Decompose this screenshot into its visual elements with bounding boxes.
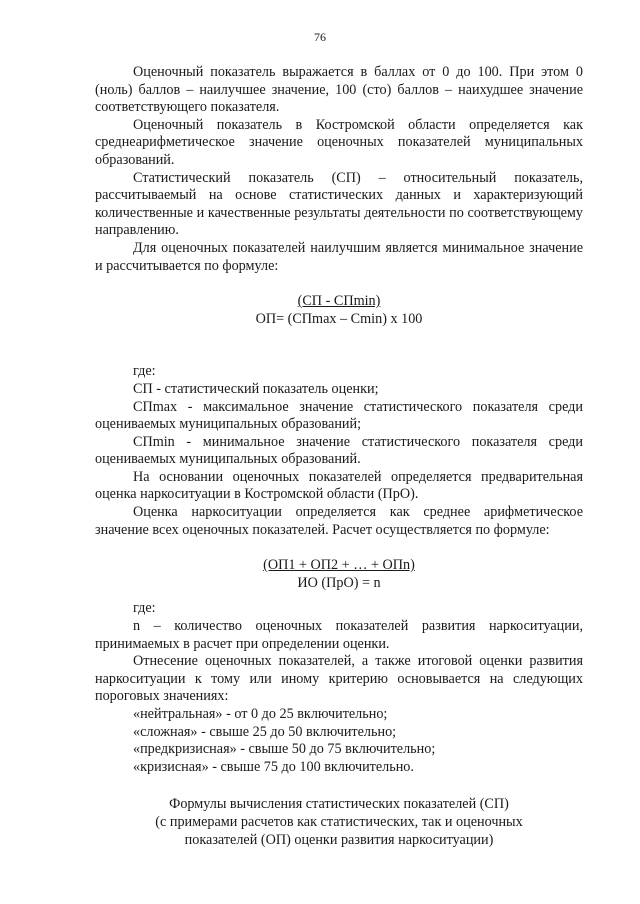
where-label: где: [133,600,156,617]
threshold-crisis: «кризисная» - свыше 75 до 100 включительно. [133,758,414,775]
caption-line-2: (с примерами расчетов как статистических, так и оценочных [155,813,523,830]
threshold-complex: «сложная» - свыше 25 до 50 включительно; [133,723,397,740]
definition-n: n – количество оценочных показателей развития наркоситуации, принимаемых в расчет при определении оценки. [95,618,583,652]
page-number: 76 [314,30,326,44]
paragraph-thresholds-intro: Отнесение оценочных показателей, а также итоговой оценки развития наркоситуации к тому или иному критерию основывается на следующих пороговых значениях: [95,653,583,705]
where-label: где: [133,363,156,380]
threshold-precrisis: «предкризисная» - свыше 50 до 75 включительно; [133,741,436,758]
section-caption [95,796,583,849]
paragraph-statistical-indicator: Статистический показатель (СП) – относительный показатель, рассчитываемый на основе статистических данных и характеризующий количественные и качественные результаты деятельности по соответствующему направлению. [95,169,583,239]
paragraph-regional-score: Оценочный показатель в Костромской области определяется как среднеарифметическое значение оценочных показателей муниципальных образований. [95,116,583,168]
paragraph-average-assessment: Оценка наркоситуации определяется как среднее арифметическое значение всех оценочных показателей. Расчет осуществляется по формуле: [95,504,583,538]
paragraph-score-range: Оценочный показатель выражается в баллах от 0 до 100. При этом 0 (ноль) баллов – наилучшее значение, 100 (сто) баллов – наихудшее значение соответствующего показателя. [95,64,583,116]
formula-score-numerator: (СП - СПmin) [297,293,381,310]
definition-spmin: СПmin - минимальное значение статистического показателя среди оцениваемых муниципальных образований. [95,433,583,468]
formula-score-line: ОП= (СПmax – Cmin) х 100 [255,310,423,327]
paragraph-formula-intro: Для оценочных показателей наилучшим является минимальное значение и рассчитывается по формуле: [95,239,583,274]
formula-score [95,293,583,328]
formula-average [95,557,583,592]
threshold-neutral: «нейтральная» - от 0 до 25 включительно; [133,706,388,722]
page-content [95,64,583,849]
formula-average-line: ИО (ПрО) = n [297,574,381,591]
formula-average-numerator: (ОП1 + ОП2 + … + ОПn) [263,557,415,574]
caption-line-3: показателей (ОП) оценки развития наркоситуации) [184,831,494,848]
caption-line-1: Формулы вычисления статистических показателей (СП) [169,796,509,813]
definition-spmax: СПmax - максимальное значение статистического показателя среди оцениваемых муниципальных образований; [95,398,583,433]
definition-sp: СП - статистический показатель оценки; [133,380,379,397]
paragraph-preliminary-assessment: На основании оценочных показателей определяется предварительная оценка наркоситуации в Костромской области (ПрО). [95,468,583,503]
